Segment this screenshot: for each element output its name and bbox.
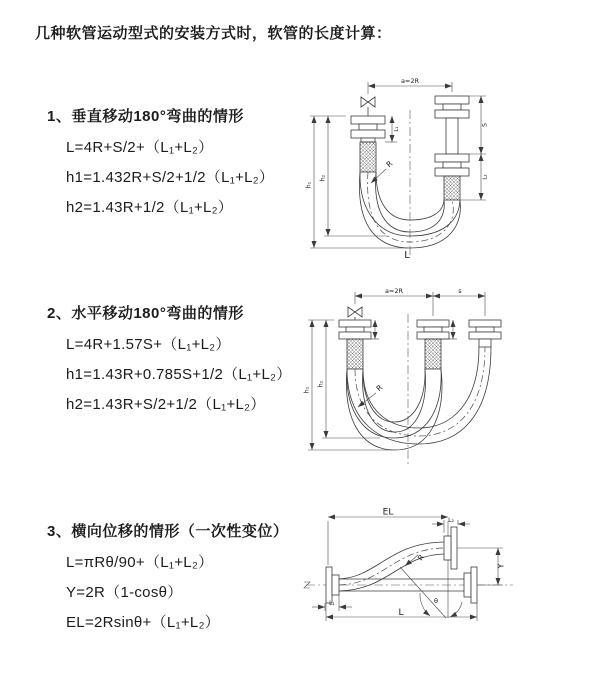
diagram-lateral-displacement [298, 505, 593, 665]
radius-label: R [384, 158, 395, 170]
dimension-el [328, 508, 448, 619]
dimension-l [326, 603, 477, 621]
section-2-heading: 2、水平移动180°弯曲的情形 [47, 305, 244, 322]
radius-label: R [415, 552, 427, 563]
diagram-vertical-u-bend [300, 70, 590, 260]
dim-el-label: EL [382, 507, 394, 518]
formula-line: EL=2Rsinθ+（L₁+L₂） [66, 614, 220, 631]
dim-h1-label: h₁ [305, 181, 313, 189]
page-title: 几种软管运动型式的安装方式时，软管的长度计算： [35, 25, 392, 42]
left-flange [326, 567, 339, 603]
dimension-a2r [355, 287, 485, 316]
formula-line: h2=1.43R+S/2+1/2（L₁+L₂） [66, 396, 266, 413]
dim-a2r-label: a=2R [384, 287, 404, 295]
section-3-formulas [47, 548, 288, 638]
dim-h1-label: h₁ [303, 386, 311, 394]
braid-section [425, 339, 441, 369]
s-curve-hose [339, 542, 444, 591]
formula-line: h1=1.43R+0.785S+1/2（L₁+L₂） [66, 366, 292, 383]
dim-l2-label: L₂ [448, 517, 454, 524]
middle-fitting [417, 320, 449, 369]
formula-line: L=4R+S/2+（L₁+L₂） [66, 139, 214, 156]
section-3-heading: 3、横向位移的情形（一次性变位） [47, 523, 289, 540]
dim-a2r-label: a=2R [400, 77, 420, 85]
valve-icon [348, 307, 362, 320]
radius-label: R [374, 382, 385, 394]
formula-line: L=4R+1.57S+（L₁+L₂） [66, 336, 231, 353]
dim-l-label: L [398, 608, 404, 618]
valve-icon [361, 97, 375, 116]
dimension-a2r [368, 77, 452, 94]
section-vertical-bend [47, 105, 274, 223]
angle-theta-label: θ [434, 597, 438, 605]
left-fitting [339, 320, 371, 369]
dimension-l2 [481, 154, 489, 200]
formula-line: L=πRθ/90+（L₁+L₂） [66, 554, 214, 571]
right-fitting-lower [435, 154, 469, 200]
section-horizontal-bend [47, 302, 292, 420]
dim-h2-label: h₂ [319, 174, 327, 182]
section-1-heading: 1、垂直移动180°弯曲的情形 [47, 108, 244, 125]
right-fitting [469, 320, 501, 347]
braid-section [360, 142, 376, 172]
dim-s-label: s [458, 287, 462, 295]
dim-y-label: Y [496, 563, 506, 569]
formula-line: h2=1.43R+1/2（L₁+L₂） [66, 199, 234, 216]
formula-line: h1=1.432R+S/2+1/2（L₁+L₂） [66, 169, 275, 186]
dim-h2-label: h₂ [317, 380, 325, 388]
dim-l1-label: L₁ [394, 126, 400, 132]
dim-l2-label: L₂ [482, 174, 489, 180]
braid-section [444, 176, 460, 200]
dim-s-label: S [481, 123, 489, 127]
right-fitting-upper [435, 96, 469, 154]
braid-section [347, 339, 363, 369]
angle-theta [400, 567, 462, 618]
top-flange [444, 527, 457, 569]
diagram-horizontal-u-bend [300, 280, 590, 470]
left-fitting [351, 116, 385, 172]
dimension-s [433, 287, 485, 296]
section-1-formulas [47, 133, 274, 223]
section-lateral-displacement [47, 520, 288, 638]
hose-curves [346, 347, 491, 450]
section-2-formulas [47, 330, 292, 420]
dimension-l1 [385, 116, 400, 142]
length-label: L [404, 250, 410, 260]
formula-line: Y=2R（1-cosθ） [66, 584, 183, 601]
dim-l1-label: L₁ [329, 600, 335, 607]
